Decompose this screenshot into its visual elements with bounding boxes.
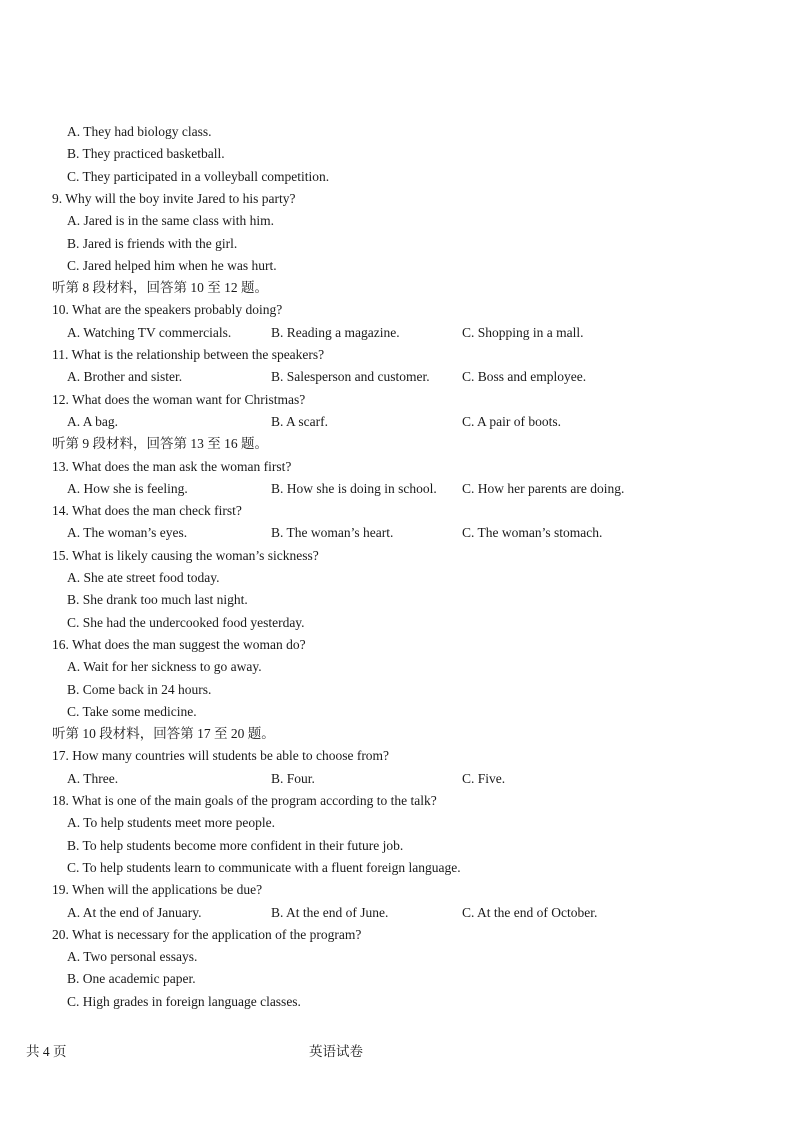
question-stem: 18. What is one of the main goals of the program according to the talk? — [52, 793, 437, 808]
answer-option: B. To help students become more confident in their future job. — [67, 838, 404, 853]
question-stem: 17. How many countries will students be able to choose from? — [52, 748, 390, 763]
answer-option: A. At the end of January. — [67, 905, 202, 920]
answer-option: C. Take some medicine. — [67, 704, 197, 719]
answer-option: A. They had biology class. — [67, 124, 212, 139]
exam-subject-title: 英语试卷 — [309, 1044, 363, 1059]
answer-option: B. They practiced basketball. — [67, 146, 225, 161]
question-stem: 14. What does the man check first? — [52, 503, 242, 518]
section-instruction: 听第 8 段材料，回答第 10 至 12 题。 — [52, 280, 268, 295]
answer-option: B. Reading a magazine. — [271, 325, 400, 340]
answer-option: B. A scarf. — [271, 414, 328, 429]
answer-option: C. To help students learn to communicate with a fluent foreign language. — [67, 860, 461, 875]
answer-option: C. How her parents are doing. — [462, 481, 625, 496]
answer-option: C. Jared helped him when he was hurt. — [67, 258, 277, 273]
question-stem: 16. What does the man suggest the woman do? — [52, 637, 306, 652]
question-stem: 10. What are the speakers probably doing? — [52, 302, 283, 317]
answer-option: C. Shopping in a mall. — [462, 325, 584, 340]
answer-option: A. A bag. — [67, 414, 119, 429]
answer-option: B. Four. — [271, 771, 315, 786]
question-stem: 15. What is likely causing the woman’s sickness? — [52, 548, 319, 563]
answer-option: B. The woman’s heart. — [271, 525, 394, 540]
answer-option: C. At the end of October. — [462, 905, 598, 920]
section-instruction: 听第 10 段材料，回答第 17 至 20 题。 — [52, 726, 275, 741]
answer-option: C. A pair of boots. — [462, 414, 562, 429]
answer-option: B. Jared is friends with the girl. — [67, 236, 238, 251]
question-stem: 20. What is necessary for the application of the program? — [52, 927, 362, 942]
answer-option: C. High grades in foreign language classes. — [67, 994, 301, 1009]
answer-option: A. How she is feeling. — [67, 481, 188, 496]
question-stem: 9. Why will the boy invite Jared to his party? — [52, 191, 296, 206]
answer-option: A. Wait for her sickness to go away. — [67, 659, 262, 674]
answer-option: C. The woman’s stomach. — [462, 525, 603, 540]
answer-option: B. One academic paper. — [67, 971, 196, 986]
answer-option: C. Boss and employee. — [462, 369, 587, 384]
answer-option: B. Salesperson and customer. — [271, 369, 430, 384]
answer-option: A. Jared is in the same class with him. — [67, 213, 274, 228]
answer-option: C. Five. — [462, 771, 506, 786]
question-stem: 13. What does the man ask the woman first? — [52, 459, 292, 474]
answer-option: A. Two personal essays. — [67, 949, 198, 964]
answer-option: A. To help students meet more people. — [67, 815, 276, 830]
answer-option: B. How she is doing in school. — [271, 481, 437, 496]
answer-option: B. At the end of June. — [271, 905, 389, 920]
answer-option: A. Three. — [67, 771, 119, 786]
answer-option: A. Brother and sister. — [67, 369, 183, 384]
page-count: 共 4 页 — [26, 1044, 67, 1059]
section-instruction: 听第 9 段材料，回答第 13 至 16 题。 — [52, 436, 268, 451]
question-stem: 19. When will the applications be due? — [52, 882, 263, 897]
answer-option: A. She ate street food today. — [67, 570, 220, 585]
answer-option: C. She had the undercooked food yesterday. — [67, 615, 305, 630]
question-stem: 12. What does the woman want for Christmas? — [52, 392, 306, 407]
answer-option: B. She drank too much last night. — [67, 592, 248, 607]
answer-option: B. Come back in 24 hours. — [67, 682, 212, 697]
answer-option: A. The woman’s eyes. — [67, 525, 188, 540]
answer-option: C. They participated in a volleyball competition. — [67, 169, 330, 184]
answer-option: A. Watching TV commercials. — [67, 325, 232, 340]
question-stem: 11. What is the relationship between the speakers? — [52, 347, 325, 362]
